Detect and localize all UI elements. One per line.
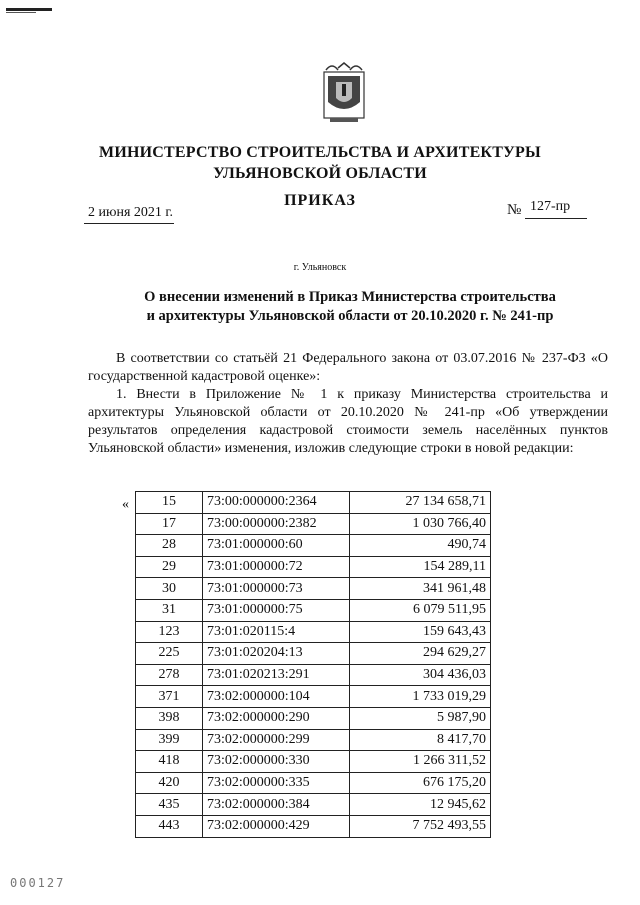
row-number-cell: 28 <box>136 535 203 557</box>
number-underline <box>525 218 587 219</box>
table-row <box>136 686 491 708</box>
cadastral-number-cell: 73:00:000000:2364 <box>203 492 350 514</box>
table-row <box>136 664 491 686</box>
document-number: 127-пр <box>530 199 571 214</box>
row-number-cell: 443 <box>136 815 203 837</box>
order-subject <box>100 288 600 326</box>
top-left-mark-secondary <box>6 12 36 13</box>
page-stamp: 000127 <box>10 876 66 890</box>
row-number-cell: 30 <box>136 578 203 600</box>
cadastral-number-cell: 73:02:000000:290 <box>203 707 350 729</box>
row-number-cell: 420 <box>136 772 203 794</box>
row-number-cell: 225 <box>136 643 203 665</box>
cadastral-value-cell: 304 436,03 <box>350 664 491 686</box>
ministry-name <box>0 142 640 184</box>
table-row <box>136 556 491 578</box>
cadastral-value-cell: 341 961,48 <box>350 578 491 600</box>
row-number-cell: 31 <box>136 599 203 621</box>
subject-line-2: и архитектуры Ульяновской области от 20.10.2020 г. № 241-пр <box>146 308 554 324</box>
date-underline <box>84 223 174 224</box>
cadastral-number-cell: 73:01:000000:73 <box>203 578 350 600</box>
cadastral-number-cell: 73:02:000000:330 <box>203 751 350 773</box>
cadastral-value-cell: 1 733 019,29 <box>350 686 491 708</box>
table-row <box>136 599 491 621</box>
table-row <box>136 794 491 816</box>
body-paragraph-1: В соответствии со статьёй 21 Федерального закона от 03.07.2016 № 237-ФЗ «О государственной кадастровой оценке»: <box>88 351 608 384</box>
cadastral-value-cell: 27 134 658,71 <box>350 492 491 514</box>
cadastral-number-cell: 73:01:000000:60 <box>203 535 350 557</box>
row-number-cell: 398 <box>136 707 203 729</box>
table-row <box>136 621 491 643</box>
subject-line-1: О внесении изменений в Приказ Министерства строительства <box>144 289 556 305</box>
body-paragraph-2: 1. Внести в Приложение № 1 к приказу Министерства строительства и архитектуры Ульяновской области от 20.10.2020 № 241-пр «Об утверждении результатов определения кадастровой стоимости земель населённых пунктов Ульяновской области» изменения, изложив следующие строки в новой редакции: <box>88 387 608 456</box>
row-number-cell: 278 <box>136 664 203 686</box>
top-left-mark <box>6 8 52 11</box>
number-label: № <box>507 202 522 218</box>
cadastral-value-cell: 12 945,62 <box>350 794 491 816</box>
row-number-cell: 399 <box>136 729 203 751</box>
document-date: 2 июня 2021 г. <box>88 205 174 220</box>
cadastral-number-cell: 73:01:020204:13 <box>203 643 350 665</box>
table-row <box>136 643 491 665</box>
cadastral-number-cell: 73:01:000000:72 <box>203 556 350 578</box>
table-row <box>136 751 491 773</box>
row-number-cell: 17 <box>136 513 203 535</box>
cadastral-value-cell: 7 752 493,55 <box>350 815 491 837</box>
order-body <box>88 350 608 458</box>
cadastral-value-cell: 154 289,11 <box>350 556 491 578</box>
table-row <box>136 535 491 557</box>
row-number-cell: 435 <box>136 794 203 816</box>
cadastral-value-cell: 8 417,70 <box>350 729 491 751</box>
cadastral-value-cell: 1 030 766,40 <box>350 513 491 535</box>
cadastral-number-cell: 73:01:000000:75 <box>203 599 350 621</box>
ministry-line-2: УЛЬЯНОВСКОЙ ОБЛАСТИ <box>213 165 427 182</box>
ministry-line-1: МИНИСТЕРСТВО СТРОИТЕЛЬСТВА И АРХИТЕКТУРЫ <box>99 144 541 161</box>
city: г. Ульяновск <box>293 262 347 273</box>
cadastral-value-cell: 5 987,90 <box>350 707 491 729</box>
cadastral-table <box>135 491 491 838</box>
cadastral-value-cell: 294 629,27 <box>350 643 491 665</box>
table-row <box>136 492 491 514</box>
table-row <box>136 729 491 751</box>
cadastral-number-cell: 73:02:000000:335 <box>203 772 350 794</box>
row-number-cell: 15 <box>136 492 203 514</box>
row-number-cell: 123 <box>136 621 203 643</box>
cadastral-value-cell: 676 175,20 <box>350 772 491 794</box>
cadastral-value-cell: 1 266 311,52 <box>350 751 491 773</box>
table-row <box>136 815 491 837</box>
cadastral-value-cell: 490,74 <box>350 535 491 557</box>
table-row <box>136 707 491 729</box>
cadastral-number-cell: 73:02:000000:299 <box>203 729 350 751</box>
cadastral-table-body <box>136 492 491 838</box>
cadastral-number-cell: 73:01:020115:4 <box>203 621 350 643</box>
cadastral-number-cell: 73:02:000000:384 <box>203 794 350 816</box>
cadastral-number-cell: 73:02:000000:104 <box>203 686 350 708</box>
document-type: ПРИКАЗ <box>284 192 356 209</box>
coat-of-arms-emblem-icon <box>322 62 366 126</box>
table-row <box>136 578 491 600</box>
cadastral-value-cell: 6 079 511,95 <box>350 599 491 621</box>
cadastral-value-cell: 159 643,43 <box>350 621 491 643</box>
quote-open-mark: « <box>122 497 129 512</box>
row-number-cell: 418 <box>136 751 203 773</box>
table-row <box>136 513 491 535</box>
cadastral-number-cell: 73:01:020213:291 <box>203 664 350 686</box>
cadastral-number-cell: 73:00:000000:2382 <box>203 513 350 535</box>
row-number-cell: 371 <box>136 686 203 708</box>
table-row <box>136 772 491 794</box>
row-number-cell: 29 <box>136 556 203 578</box>
cadastral-number-cell: 73:02:000000:429 <box>203 815 350 837</box>
